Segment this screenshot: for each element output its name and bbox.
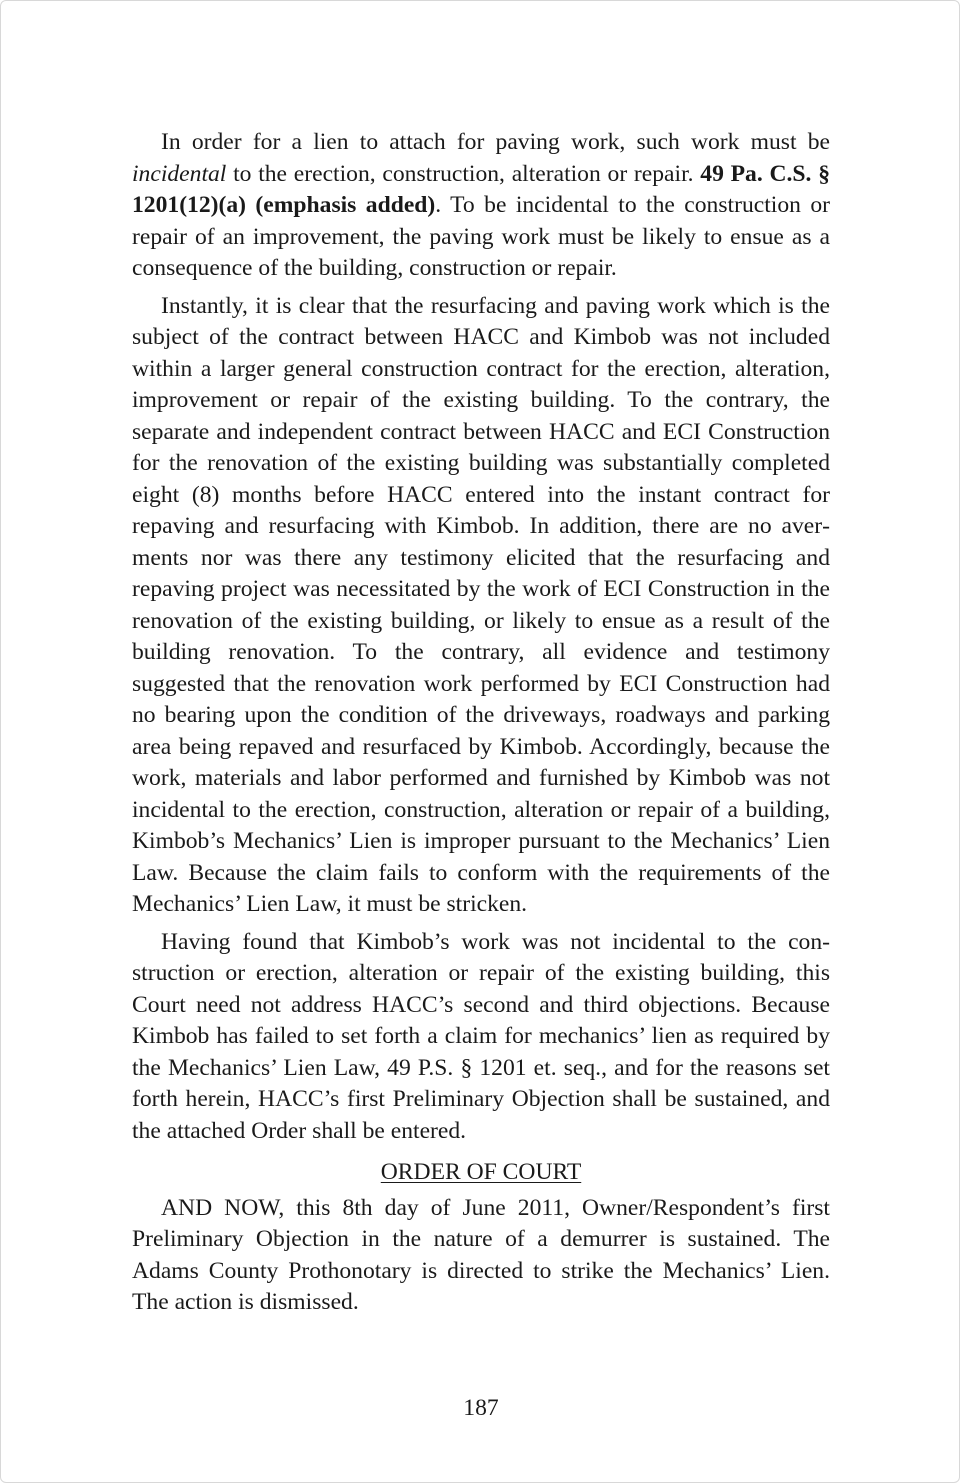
statute-citation: 49 Pa. C.S. § 1201(12)(a) (emphasis added): [132, 160, 830, 218]
paragraph-1-text-a: In order for a lien to attach for paving work, such work must be: [161, 129, 830, 155]
order-paragraph: AND NOW, this 8th day of June 2011, Owner/Respondent’s first Preliminary Objection in the nature of a demurrer is sustained. The Adams County Prothonotary is directed to strike the Mechanics’ Lien. The action is dismissed.: [132, 1194, 830, 1315]
page-number: 187: [463, 1395, 499, 1421]
paragraph-conclusion: Having found that Kimbob’s work was not incidental to the construction or erection, alteration or repair of the existing building, this Court need not address HACC’s second and third objections. Because Kimbob has failed to set forth a claim for mechanics’ lien as required by the Mechanics’ Lien Law, 49 P.S. § 1201 et. seq., and for the reasons set forth herein, HACC’s first Preliminary Objection shall be sustained, and the attached Order shall be entered.: [132, 928, 830, 1144]
paragraph-analysis: Instantly, it is clear that the resurfacing and paving work which is the subject of the contract between HACC and Kimbob was not included within a larger general construction contract for the erection, alteration, improvement or repair of the existing building. To the contrary, the separate and independent contract between HACC and ECI Construction for the renovation of the existing building was substantially completed eight (8) months before HACC entered into the instant contract for repaving and resurfacing with Kimbob. In addition, there are no averments nor was there any testimony elicited that the resurfacing and repaving project was necessitated by the work of ECI Construction in the renovation of the existing building, or likely to ensue as a result of the building renovation. To the contrary, all evidence and testimony suggested that the renovation work performed by ECI Construction had no bearing upon the condition of the driveways, roadways and parking area being repaved and resurfaced by Kimbob. Accordingly, because the work, materials and labor performed and furnished by Kimbob was not incidental to the erection, construction, alteration or repair of a building, Kimbob’s Mechanics’ Lien is improper pursuant to the Mechanics’ Lien Law. Because the claim fails to conform with the requirements of the Mechanics’ Lien Law, it must be stricken.: [132, 292, 830, 917]
order-heading-wrapper: [132, 1157, 830, 1189]
paragraph-1-text-b: to the erection, construction, alteration or repair.: [226, 160, 701, 187]
paragraph-1-text-c: . To be incidental to the construction or repair of an improvement, the paving work must be likely to ensue as a consequence of the building, construction or repair.: [132, 192, 830, 281]
opinion-text: [132, 127, 830, 1325]
order-heading: ORDER OF COURT: [380, 1159, 582, 1185]
emphasized-term: incidental: [132, 160, 227, 187]
paragraph-incidental-requirement: [132, 127, 830, 285]
